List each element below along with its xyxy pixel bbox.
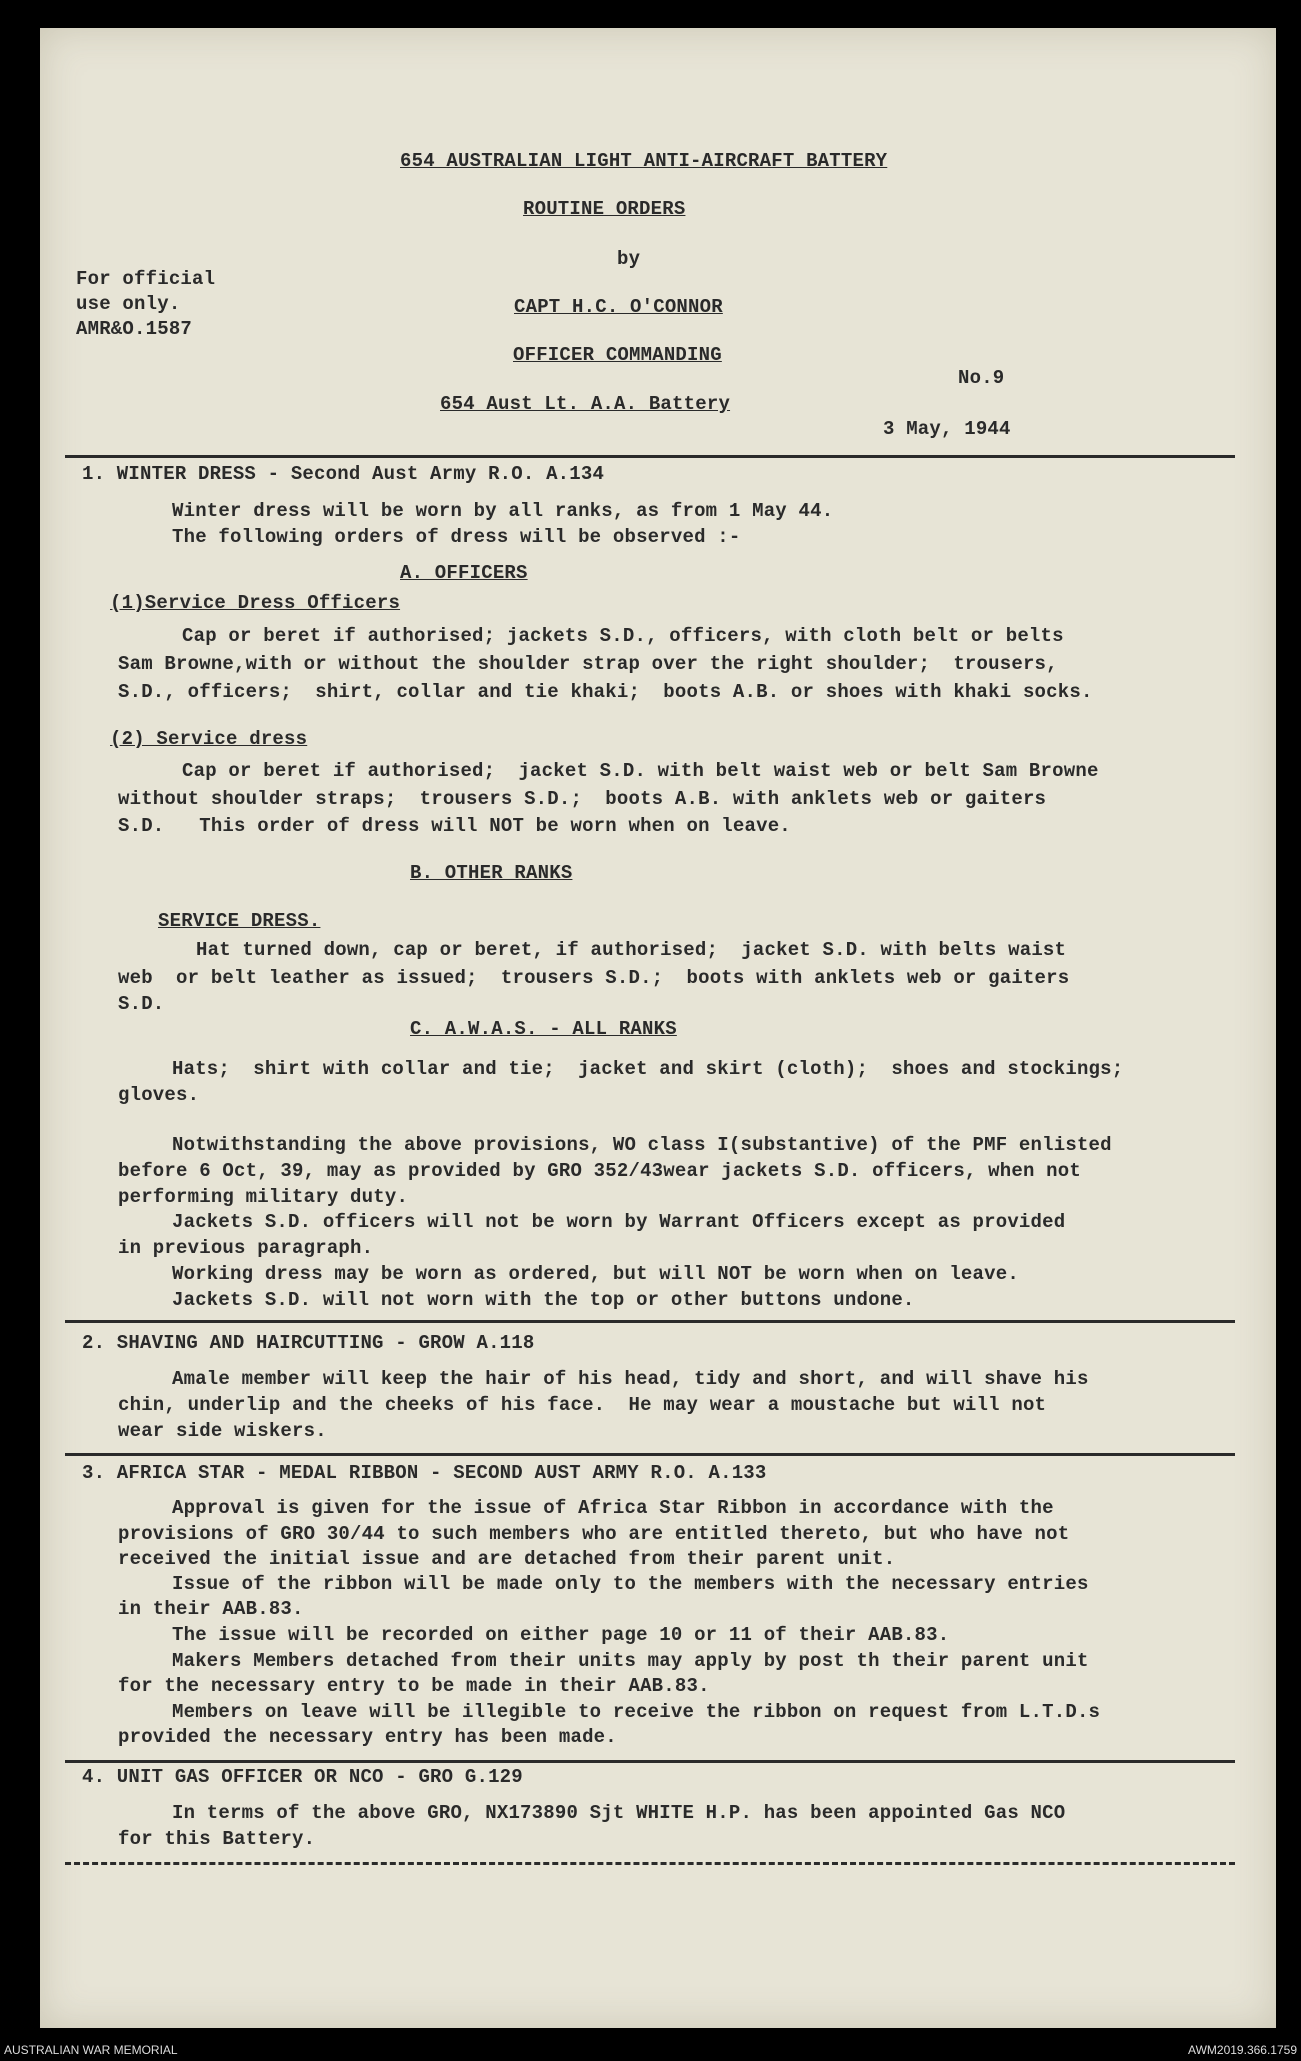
footer-right: AWM2019.366.1759 — [1188, 2043, 1297, 2057]
n-line: performing military duty. — [118, 1186, 409, 1208]
section-3-line: Makers Members detached from their units may apply by post th their parent unit — [172, 1650, 1089, 1672]
by-label: by — [617, 248, 641, 270]
divider — [65, 1760, 1235, 1763]
section-2-line: chin, underlip and the cheeks of his face. He may wear a moustache but will not — [118, 1394, 1047, 1416]
officer-commanding: OFFICER COMMANDING — [513, 344, 722, 366]
section-3-line: provided the necessary entry has been made. — [118, 1726, 617, 1748]
b-line: Hat turned down, cap or beret, if authorised; jacket S.D. with belts waist — [196, 939, 1067, 961]
n-line: before 6 Oct, 39, may as provided by GRO 352/43wear jackets S.D. officers, when not — [118, 1160, 1081, 1182]
section-4-line: In terms of the above GRO, NX173890 Sjt WHITE H.P. has been appointed Gas NCO — [172, 1802, 1066, 1824]
n-line: Working dress may be worn as ordered, but will NOT be worn when on leave. — [172, 1263, 1019, 1285]
n-line: Notwithstanding the above provisions, WO class I(substantive) of the PMF enlisted — [172, 1134, 1112, 1156]
other-ranks-title: B. OTHER RANKS — [410, 862, 573, 884]
n-line: Jackets S.D. officers will not be worn by Warrant Officers except as provided — [172, 1211, 1066, 1233]
section-4-heading: 4. UNIT GAS OFFICER OR NCO - GRO G.129 — [82, 1766, 523, 1788]
n-line: in previous paragraph. — [118, 1237, 374, 1259]
section-1-heading: 1. WINTER DRESS - Second Aust Army R.O. A.134 — [82, 463, 605, 485]
section-3-line: Members on leave will be illegible to receive the ribbon on request from L.T.D.s — [172, 1701, 1101, 1723]
a2-line: S.D. This order of dress will NOT be worn when on leave. — [118, 815, 791, 837]
section-3-line: Approval is given for the issue of Africa Star Ribbon in accordance with the — [172, 1497, 1054, 1519]
c-line: gloves. — [118, 1084, 200, 1106]
captain-name: CAPT H.C. O'CONNOR — [514, 296, 723, 318]
section-3-line: Issue of the ribbon will be made only to the members with the necessary entries — [172, 1573, 1089, 1595]
section-1-line: The following orders of dress will be observed :- — [172, 526, 741, 548]
other-ranks-service-dress: SERVICE DRESS. — [158, 910, 321, 932]
order-date: 3 May, 1944 — [883, 418, 1011, 440]
divider — [65, 1320, 1235, 1323]
footer-left: AUSTRALIAN WAR MEMORIAL — [4, 2043, 178, 2057]
section-1-line: Winter dress will be worn by all ranks, as from 1 May 44. — [172, 500, 834, 522]
official-use-line-3: AMR&O.1587 — [76, 318, 193, 340]
section-2-heading: 2. SHAVING AND HAIRCUTTING - GROW A.118 — [82, 1332, 535, 1354]
n-line: Jackets S.D. will not worn with the top or other buttons undone. — [172, 1289, 915, 1311]
service-dress-officers-title: (1)Service Dress Officers — [110, 592, 401, 614]
section-3-line: for the necessary entry to be made in their AAB.83. — [118, 1675, 710, 1697]
unit-name: 654 Aust Lt. A.A. Battery — [440, 393, 731, 415]
b-line: web or belt leather as issued; trousers S.D.; boots with anklets web or gaiters — [118, 967, 1070, 989]
a2-line: Cap or beret if authorised; jacket S.D. with belt waist web or belt Sam Browne — [182, 760, 1099, 782]
a1-line: Cap or beret if authorised; jackets S.D., officers, with cloth belt or belts — [182, 625, 1064, 647]
section-3-line: The issue will be recorded on either page 10 or 11 of their AAB.83. — [172, 1624, 950, 1646]
a2-line: without shoulder straps; trousers S.D.; boots A.B. with anklets web or gaiters — [118, 788, 1047, 810]
divider — [65, 1453, 1235, 1456]
section-3-line: received the initial issue and are detached from their parent unit. — [118, 1548, 896, 1570]
section-3-line: in their AAB.83. — [118, 1598, 304, 1620]
battery-title: 654 AUSTRALIAN LIGHT ANTI-AIRCRAFT BATTERY — [400, 150, 888, 172]
awas-title: C. A.W.A.S. - ALL RANKS — [410, 1018, 677, 1040]
section-3-heading: 3. AFRICA STAR - MEDAL RIBBON - SECOND AUST ARMY R.O. A.133 — [82, 1462, 767, 1484]
routine-orders-title: ROUTINE ORDERS — [523, 198, 686, 220]
c-line: Hats; shirt with collar and tie; jacket and skirt (cloth); shoes and stockings; — [172, 1058, 1124, 1080]
official-use-line-2: use only. — [76, 293, 181, 315]
divider — [65, 455, 1235, 458]
a1-line: Sam Browne,with or without the shoulder strap over the right shoulder; trousers, — [118, 653, 1058, 675]
service-dress-title: (2) Service dress — [110, 728, 308, 750]
a1-line: S.D., officers; shirt, collar and tie khaki; boots A.B. or shoes with khaki socks. — [118, 681, 1093, 703]
b-line: S.D. — [118, 993, 165, 1015]
section-4-line: for this Battery. — [118, 1828, 316, 1850]
official-use-line-1: For official — [76, 268, 216, 290]
section-3-line: provisions of GRO 30/44 to such members who are entitled thereto, but who have not — [118, 1523, 1070, 1545]
section-2-line: wear side wiskers. — [118, 1420, 327, 1442]
officers-title: A. OFFICERS — [400, 562, 528, 584]
divider — [65, 1862, 1235, 1865]
section-2-line: Amale member will keep the hair of his head, tidy and short, and will shave his — [172, 1368, 1089, 1390]
order-number: No.9 — [958, 367, 1005, 389]
